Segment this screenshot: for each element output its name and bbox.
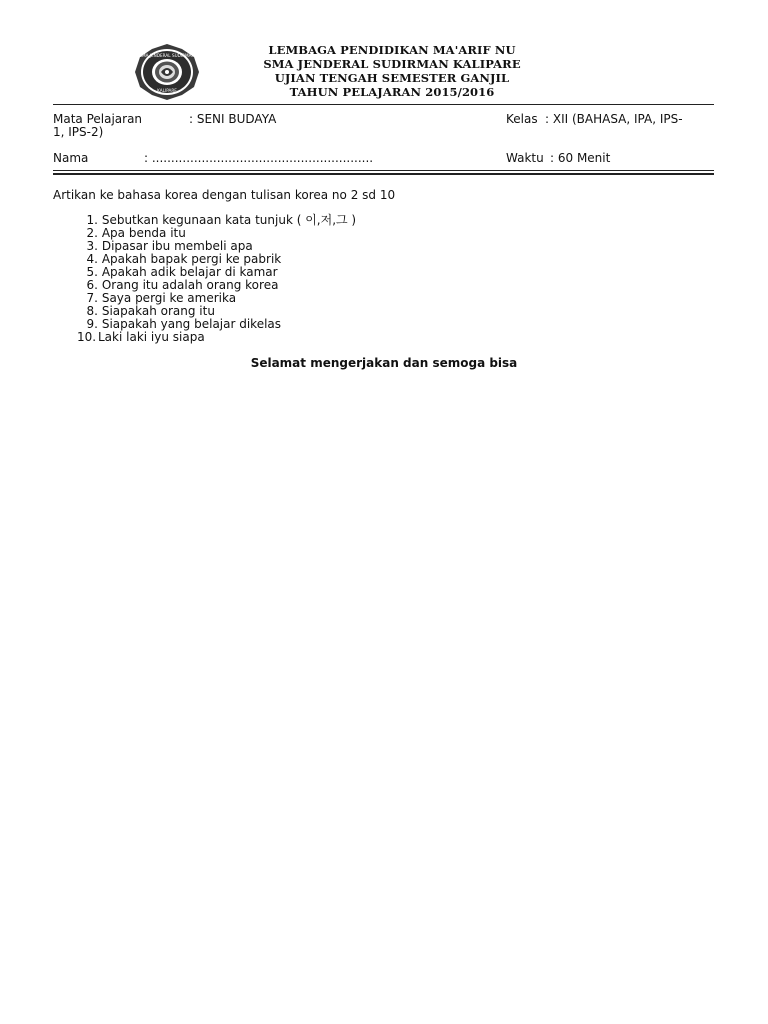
seal-text-top: SMA JENDERAL SUDIRMAN <box>139 53 195 58</box>
question-text: Dipasar ibu membeli apa <box>101 239 253 253</box>
school-seal-icon <box>134 43 200 101</box>
class-value-continued: 1, IPS-2) <box>53 125 104 139</box>
question-number: 3. <box>86 239 98 253</box>
header-school: SMA JENDERAL SUDIRMAN KALIPARE <box>263 57 521 71</box>
question-text: Apa benda itu <box>101 226 186 240</box>
exam-header <box>210 43 574 99</box>
question-number: 2. <box>86 226 98 240</box>
question-number: 5. <box>86 265 98 279</box>
question-text: Saya pergi ke amerika <box>101 291 237 305</box>
class-label: Kelas <box>506 112 538 126</box>
question-number: 1. <box>86 213 98 227</box>
time-value: : 60 Menit <box>550 151 611 165</box>
time-label: Waktu <box>506 151 544 165</box>
header-divider <box>53 104 714 105</box>
list-item <box>77 331 356 344</box>
subject-value: : SENI BUDAYA <box>189 112 277 126</box>
question-number: 7. <box>86 291 98 305</box>
info-divider-thin <box>53 170 714 171</box>
question-text: Laki laki iyu siapa <box>98 330 205 344</box>
question-text: Apakah bapak pergi ke pabrik <box>101 252 282 266</box>
question-text: Orang itu adalah orang korea <box>101 278 279 292</box>
header-year: TAHUN PELAJARAN 2015/2016 <box>289 85 495 99</box>
question-list <box>77 214 356 344</box>
question-number: 10. <box>77 330 97 344</box>
question-number: 6. <box>86 278 98 292</box>
instruction-text: Artikan ke bahasa korea dengan tulisan korea no 2 sd 10 <box>53 188 396 202</box>
question-text: Siapakah orang itu <box>101 304 215 318</box>
question-number: 8. <box>86 304 98 318</box>
question-text: Siapakah yang belajar dikelas <box>101 317 282 331</box>
header-exam: UJIAN TENGAH SEMESTER GANJIL <box>274 71 510 85</box>
question-number: 9. <box>86 317 98 331</box>
name-field: : .......................................................... <box>144 151 374 165</box>
question-text: Sebutkan kegunaan kata tunjuk ( 이,저,그 ) <box>101 213 357 227</box>
info-divider-thick <box>53 173 714 175</box>
header-institution: LEMBAGA PENDIDIKAN MA'ARIF NU <box>268 43 516 57</box>
closing-message: Selamat mengerjakan dan semoga bisa <box>250 356 518 370</box>
question-text: Apakah adik belajar di kamar <box>101 265 278 279</box>
class-value: : XII (BAHASA, IPA, IPS- <box>545 112 683 126</box>
name-label: Nama <box>53 151 89 165</box>
subject-label: Mata Pelajaran <box>53 112 143 126</box>
question-number: 4. <box>86 252 98 266</box>
seal-text-bottom: KALIPARE <box>157 88 177 93</box>
